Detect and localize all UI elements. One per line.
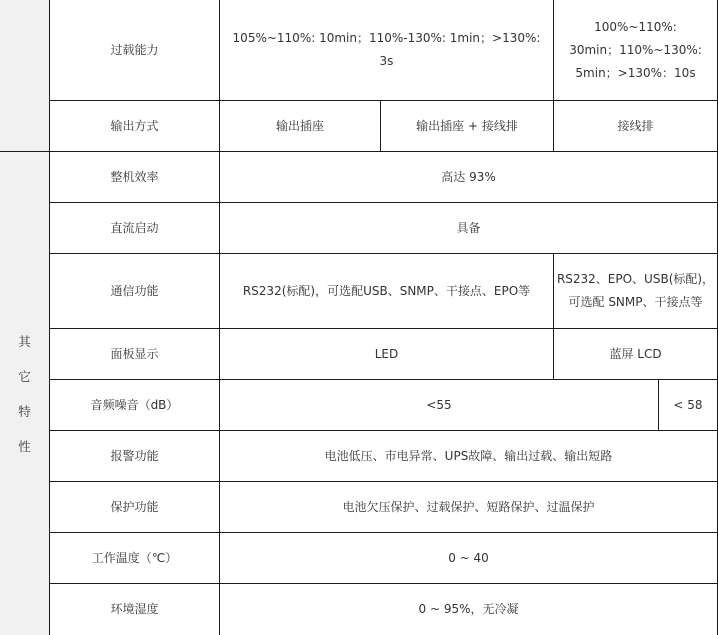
cell-overload-a: 105%~110%: 10min；110%-130%: 1min；>130%: 3s xyxy=(220,0,554,101)
cell-protection: 电池欠压保护、过载保护、短路保护、过温保护 xyxy=(220,482,718,533)
group-char-3: 特 xyxy=(18,403,31,419)
group-cell-upper xyxy=(0,0,50,152)
cell-output-socket-terminal: 输出插座 + 接线排 xyxy=(381,101,554,152)
group-char-2: 它 xyxy=(18,368,31,384)
cell-dc-start: 具备 xyxy=(220,203,718,254)
row-label-alarm: 报警功能 xyxy=(50,431,220,482)
row-label-efficiency: 整机效率 xyxy=(50,152,220,203)
row-label-protection: 保护功能 xyxy=(50,482,220,533)
cell-noise-a: <55 xyxy=(220,380,659,431)
cell-communication-a: RS232(标配)，可选配USB、SNMP、干接点、EPO等 xyxy=(220,254,554,329)
group-char-4: 性 xyxy=(18,438,31,454)
cell-communication-b: RS232、EPO、USB(标配)，可选配 SNMP、干接点等 xyxy=(554,254,718,329)
cell-operating-temp: 0 ~ 40 xyxy=(220,533,718,584)
group-char-1: 其 xyxy=(18,333,31,349)
cell-humidity: 0 ~ 95%，无冷凝 xyxy=(220,584,718,635)
cell-overload-b: 100%~110%: 30min；110%~130%: 5min；>130%：10s xyxy=(554,0,718,101)
row-label-output-mode: 输出方式 xyxy=(50,101,220,152)
cell-panel-led: LED xyxy=(220,329,554,380)
row-label-humidity: 环境湿度 xyxy=(50,584,220,635)
cell-panel-lcd: 蓝屏 LCD xyxy=(554,329,718,380)
row-label-overload: 过载能力 xyxy=(50,0,220,101)
group-cell-other-features xyxy=(0,152,50,635)
cell-output-terminal: 接线排 xyxy=(554,101,718,152)
row-label-dc-start: 直流启动 xyxy=(50,203,220,254)
row-label-noise: 音频噪音（dB） xyxy=(50,380,220,431)
row-label-operating-temp: 工作温度（℃） xyxy=(50,533,220,584)
cell-noise-b: < 58 xyxy=(659,380,718,431)
row-label-panel-display: 面板显示 xyxy=(50,329,220,380)
row-label-communication: 通信功能 xyxy=(50,254,220,329)
cell-efficiency: 高达 93% xyxy=(220,152,718,203)
cell-alarm: 电池低压、市电异常、UPS故障、输出过载、输出短路 xyxy=(220,431,718,482)
cell-output-socket: 输出插座 xyxy=(220,101,381,152)
